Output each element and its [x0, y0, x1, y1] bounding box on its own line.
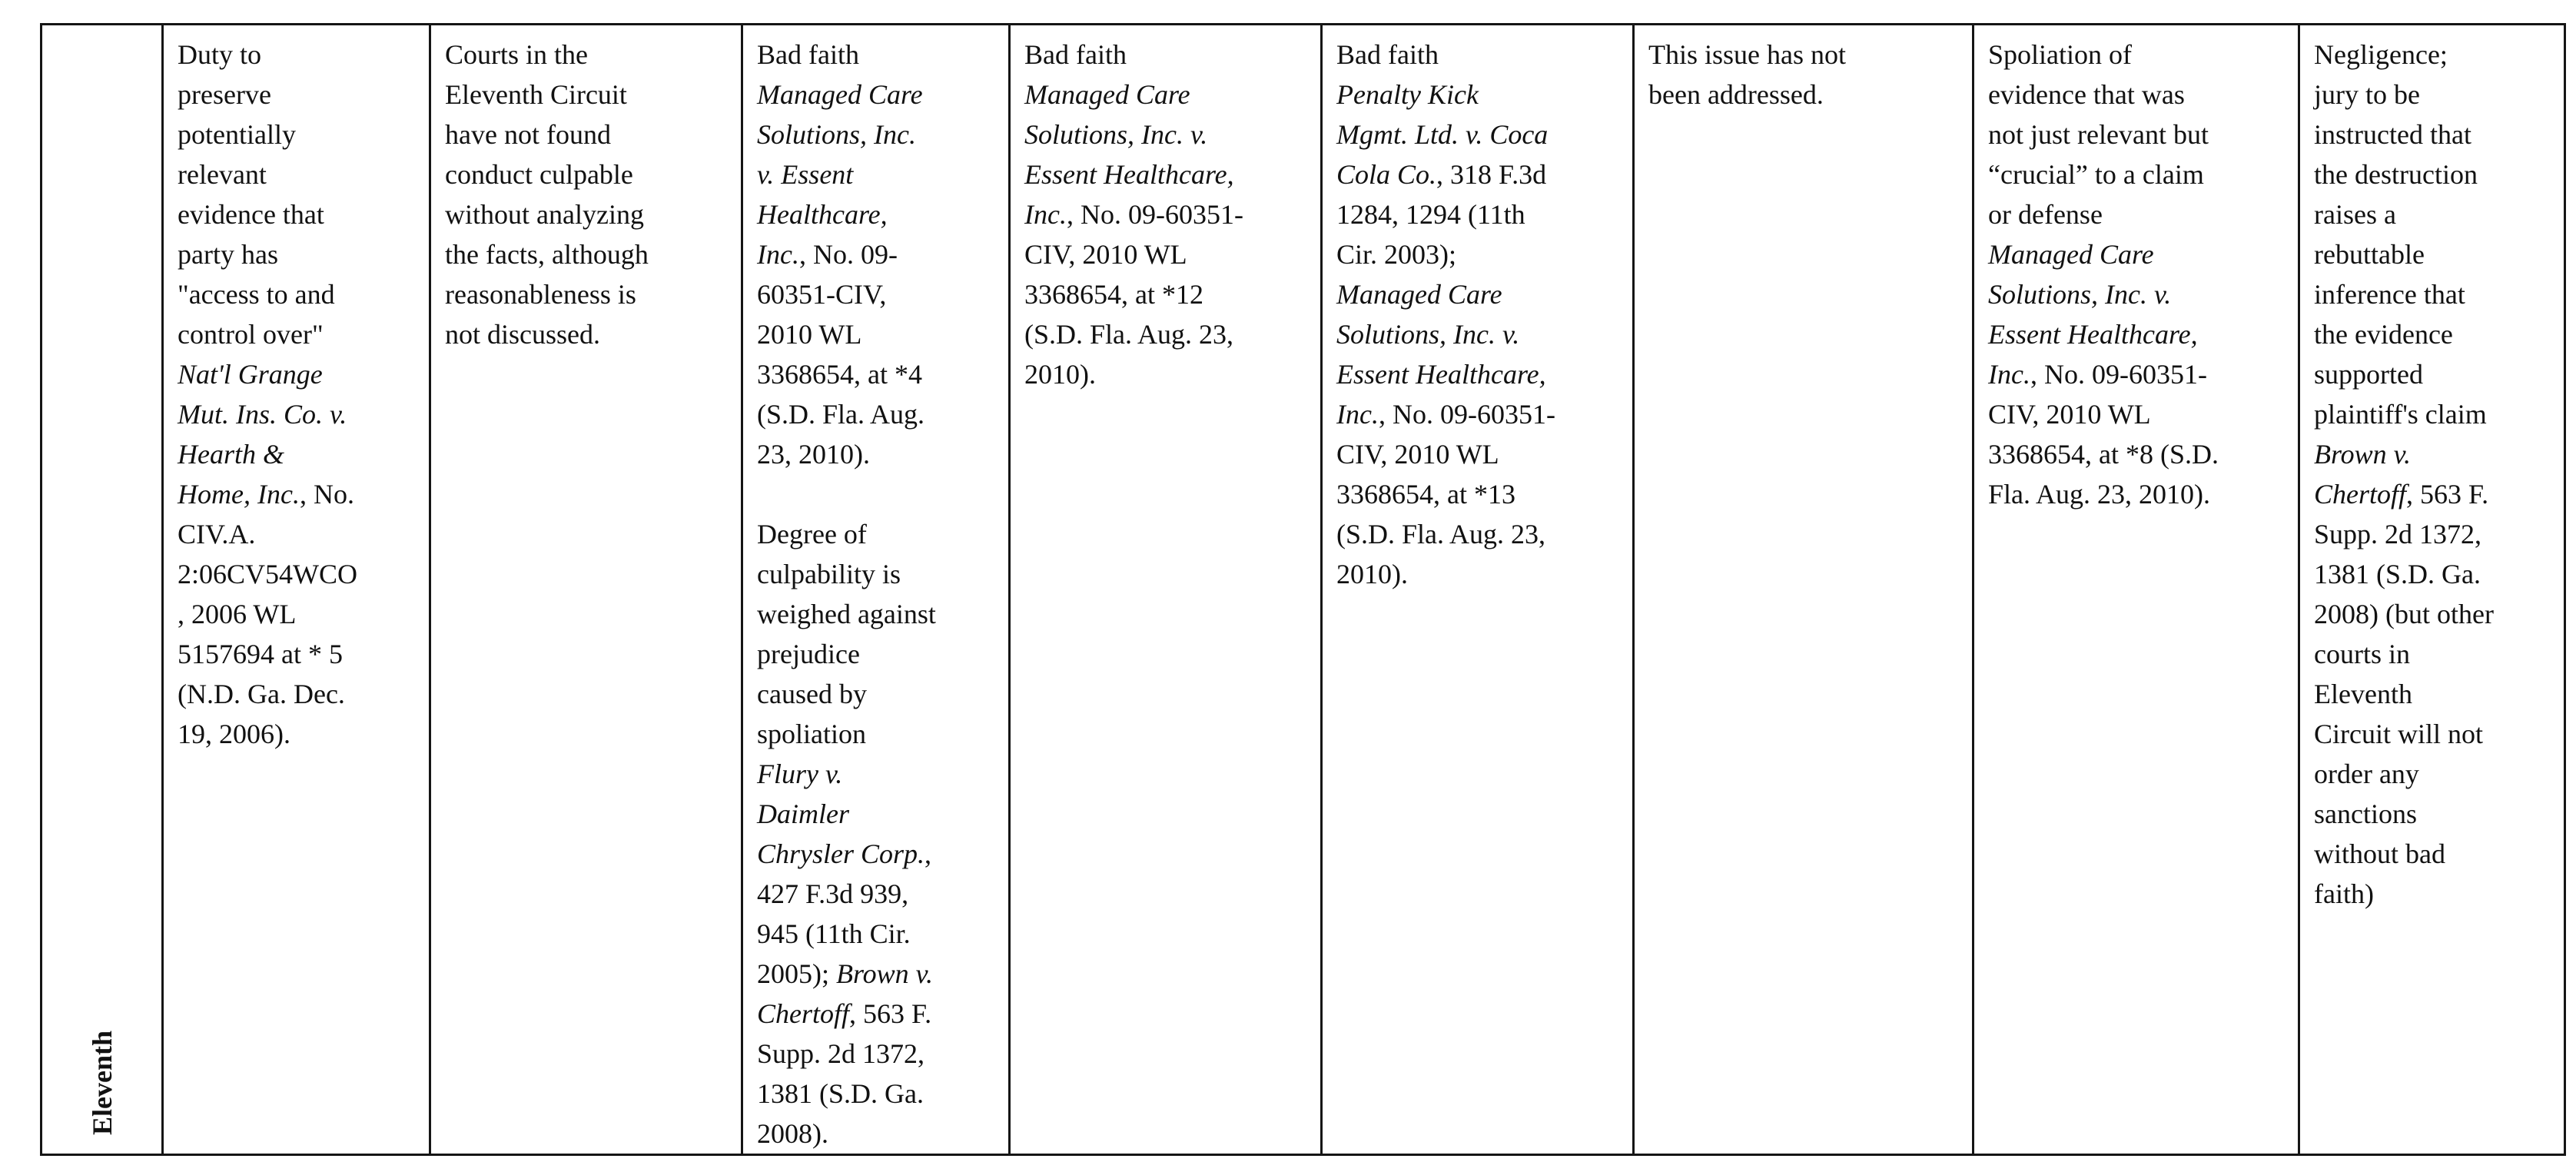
cell-text: culpability is: [757, 559, 901, 589]
citation-text: , No. 09-60351-: [1378, 399, 1555, 430]
sanction-cell: [2299, 25, 2565, 1155]
cell-text: Duty to: [178, 39, 262, 70]
citation-text: , No. 09-: [798, 239, 898, 270]
cell-text: party has: [178, 239, 278, 270]
cell-text: faith): [2314, 878, 2374, 909]
cell-text-line: [1024, 234, 1310, 274]
case-name-text: Healthcare,: [757, 199, 888, 230]
cell-text-line: [757, 1074, 998, 1114]
case-name-text: Inc.: [1024, 199, 1067, 230]
cell-text: or defense: [1988, 199, 2103, 230]
cell-text-line: [757, 674, 998, 714]
cell-text-line: [1336, 354, 1622, 394]
cell-text: 1381 (S.D. Ga.: [757, 1078, 924, 1109]
cell-text-line: [1024, 35, 1310, 75]
cell-text: the evidence: [2314, 319, 2453, 350]
case-name-text: Chertoff: [2314, 479, 2407, 510]
cell-text: evidence that was: [1988, 79, 2185, 110]
cell-text: (S.D. Fla. Aug.: [757, 399, 925, 430]
citation-text: , No. 09-60351-: [2030, 359, 2207, 390]
cell-text-line: [757, 354, 998, 394]
citation-text: , 563 F.: [849, 998, 932, 1029]
cell-text: conduct culpable: [445, 159, 633, 190]
cell-text-line: [2314, 674, 2553, 714]
cell-text: 3368654, at *12: [1024, 279, 1203, 310]
cell-text-line: [1988, 35, 2287, 75]
cell-text: the facts, although: [445, 239, 649, 270]
table-row: [41, 25, 2565, 1155]
case-name-text: Brown v.: [836, 958, 933, 989]
case-name-text: Chrysler Corp.: [757, 838, 925, 869]
cell-text-line: [1988, 154, 2287, 194]
cell-text: prejudice: [757, 639, 860, 669]
case-name-text: Nat'l Grange: [178, 359, 323, 390]
case-name-text: Essent Healthcare,: [1336, 359, 1546, 390]
cell-text-line: [757, 834, 998, 874]
cell-text: 2010 WL: [757, 319, 862, 350]
cell-text-line: [1988, 394, 2287, 434]
cell-text-line: [757, 514, 998, 554]
case-name-text: Home, Inc.: [178, 479, 300, 510]
cell-text-line: [445, 194, 730, 234]
cell-text-line: [2314, 154, 2553, 194]
cell-text: 3368654, at *13: [1336, 479, 1515, 510]
cell-text-line: [178, 354, 418, 394]
cell-text-line: [1024, 354, 1310, 394]
cell-text-line: [178, 514, 418, 554]
citation-text: , 318 F.3d: [1436, 159, 1547, 190]
relevance-cell: [1973, 25, 2299, 1155]
cell-text-line: [757, 274, 998, 314]
cell-text-line: [2314, 634, 2553, 674]
cell-text: 60351-CIV,: [757, 279, 887, 310]
cell-text-line: [757, 35, 998, 75]
cell-text-line: [757, 1034, 998, 1074]
cell-text-line: [2314, 434, 2553, 474]
cell-text: (S.D. Fla. Aug. 23,: [1336, 519, 1546, 549]
cell-text: Eleventh: [2314, 679, 2412, 709]
cell-text-line: [757, 234, 998, 274]
cell-text-line: [178, 314, 418, 354]
case-name-text: Inc.: [757, 239, 799, 270]
cell-text-line: [1336, 314, 1622, 354]
cell-text-line: [2314, 794, 2553, 834]
cell-text-line: [1024, 115, 1310, 154]
cell-text-line: [1336, 234, 1622, 274]
cell-text-line: [757, 314, 998, 354]
cell-text: Courts in the: [445, 39, 588, 70]
cell-text-line: [1024, 274, 1310, 314]
cell-text: This issue has not: [1648, 39, 1846, 70]
cell-text-line: [1336, 394, 1622, 434]
cell-text-line: [1988, 474, 2287, 514]
cell-text-line: [178, 274, 418, 314]
cell-text-line: [757, 434, 998, 474]
cell-text-line: [445, 115, 730, 154]
culpability-cell: [430, 25, 742, 1155]
cell-text-line: [2314, 474, 2553, 514]
cell-text-line: [1024, 75, 1310, 115]
cell-text-line: [2314, 115, 2553, 154]
case-name-text: Solutions, Inc. v.: [1988, 279, 2172, 310]
cell-text-line: [2314, 274, 2553, 314]
paragraph-gap: [757, 474, 998, 514]
cell-text: without analyzing: [445, 199, 644, 230]
cell-text-line: [178, 394, 418, 434]
circuit-label: Eleventh: [86, 1030, 118, 1135]
cell-text: (S.D. Fla. Aug. 23,: [1024, 319, 1234, 350]
case-name-text: Managed Care: [1336, 279, 1502, 310]
cell-text-line: [445, 314, 730, 354]
cell-text-line: [178, 594, 418, 634]
not-addressed-cell: [1634, 25, 1973, 1155]
cell-text-line: [178, 634, 418, 674]
cell-text-line: [2314, 714, 2553, 754]
cell-text: potentially: [178, 119, 296, 150]
cell-text-line: [757, 714, 998, 754]
citation-text: , No. 09-60351-: [1066, 199, 1243, 230]
cell-text-line: [2314, 834, 2553, 874]
cell-text: without bad: [2314, 838, 2445, 869]
cell-text: Negligence;: [2314, 39, 2448, 70]
cell-text: "access to and: [178, 279, 335, 310]
cell-text: 2010).: [1024, 359, 1096, 390]
cell-text: CIV, 2010 WL: [1988, 399, 2151, 430]
cell-text-line: [178, 674, 418, 714]
case-name-text: Essent Healthcare,: [1988, 319, 2198, 350]
cell-text: plaintiff's claim: [2314, 399, 2487, 430]
case-name-text: Daimler: [757, 798, 849, 829]
cell-text-line: [2314, 514, 2553, 554]
citation-text: , No.: [299, 479, 354, 510]
cell-text-line: [757, 394, 998, 434]
cell-text-line: [1336, 154, 1622, 194]
cell-text: control over": [178, 319, 324, 350]
cell-text-line: [757, 954, 998, 994]
cell-text: Circuit will not: [2314, 719, 2483, 749]
cell-text-line: [1336, 274, 1622, 314]
cell-text-line: [178, 554, 418, 594]
cell-text-line: [178, 714, 418, 754]
cell-text-line: [445, 274, 730, 314]
cell-text-line: [757, 874, 998, 914]
cell-text: 427 F.3d 939,: [757, 878, 909, 909]
cell-text: Fla. Aug. 23, 2010).: [1988, 479, 2211, 510]
cell-text: 3368654, at *8 (S.D.: [1988, 439, 2219, 470]
cell-text-line: [1336, 194, 1622, 234]
cell-text: 2008) (but other: [2314, 599, 2494, 629]
case-name-text: Managed Care: [1988, 239, 2154, 270]
cell-text-line: [1024, 154, 1310, 194]
cell-text-line: [2314, 354, 2553, 394]
cell-text-line: [2314, 554, 2553, 594]
cell-text-line: [1336, 75, 1622, 115]
cell-text-line: [178, 234, 418, 274]
cell-text: evidence that: [178, 199, 324, 230]
case-name-text: Essent Healthcare,: [1024, 159, 1234, 190]
cell-text-line: [445, 154, 730, 194]
cell-text: Degree of: [757, 519, 867, 549]
case-name-text: Cola Co.: [1336, 159, 1437, 190]
case-name-text: Hearth &: [178, 439, 284, 470]
case-name-text: Managed Care: [757, 79, 923, 110]
cell-text: been addressed.: [1648, 79, 1824, 110]
cell-text-line: [178, 194, 418, 234]
cell-text: 2008).: [757, 1118, 828, 1149]
cell-text: 945 (11th Cir.: [757, 918, 911, 949]
cell-text: sanctions: [2314, 798, 2417, 829]
cell-text: not just relevant but: [1988, 119, 2209, 150]
cell-text: spoliation: [757, 719, 866, 749]
circuit-cell: [41, 25, 163, 1155]
cell-text: 5157694 at * 5: [178, 639, 343, 669]
cell-text: 19, 2006).: [178, 719, 290, 749]
cell-text: have not found: [445, 119, 611, 150]
cell-text-line: [1988, 274, 2287, 314]
spoliation-table: [40, 23, 2566, 1156]
cell-text-line: [757, 594, 998, 634]
cell-text: caused by: [757, 679, 867, 709]
bad-faith-cell-2: [1010, 25, 1322, 1155]
cell-text-line: [1648, 75, 1961, 115]
cell-text: 2005);: [757, 958, 836, 989]
cell-text-line: [2314, 75, 2553, 115]
cell-text: 2:06CV54WCO: [178, 559, 357, 589]
cell-text: jury to be: [2314, 79, 2420, 110]
case-name-text: Inc.: [1988, 359, 2030, 390]
cell-text-line: [2314, 874, 2553, 914]
cell-text: 1381 (S.D. Ga.: [2314, 559, 2481, 589]
cell-text-line: [757, 115, 998, 154]
cell-text-line: [757, 914, 998, 954]
cell-text-line: [1648, 35, 1961, 75]
cell-text-line: [445, 234, 730, 274]
case-name-text: Solutions, Inc. v.: [1336, 319, 1520, 350]
cell-text-line: [178, 35, 418, 75]
cell-text-line: [757, 75, 998, 115]
cell-text: Bad faith: [1336, 39, 1439, 70]
cell-text: “crucial” to a claim: [1988, 159, 2204, 190]
cell-text-line: [178, 434, 418, 474]
cell-text-line: [2314, 234, 2553, 274]
cell-text-line: [757, 634, 998, 674]
cell-text: Spoliation of: [1988, 39, 2132, 70]
case-name-text: Flury v.: [757, 759, 843, 789]
cell-text: CIV.A.: [178, 519, 256, 549]
case-name-text: Mut. Ins. Co. v.: [178, 399, 347, 430]
cell-text-line: [1024, 194, 1310, 234]
bad-faith-cell-3: [1322, 25, 1634, 1155]
cell-text-line: [757, 194, 998, 234]
cell-text-line: [757, 554, 998, 594]
case-name-text: Mgmt. Ltd. v. Coca: [1336, 119, 1549, 150]
cell-text: Bad faith: [757, 39, 859, 70]
cell-text: rebuttable: [2314, 239, 2425, 270]
cell-text: relevant: [178, 159, 267, 190]
cell-text: supported: [2314, 359, 2423, 390]
case-name-text: v. Essent: [757, 159, 854, 190]
cell-text-line: [1988, 75, 2287, 115]
case-name-text: Inc.: [1336, 399, 1379, 430]
citation-text: ,: [925, 838, 932, 869]
cell-text-line: [757, 154, 998, 194]
cell-text-line: [1336, 514, 1622, 554]
cell-text: inference that: [2314, 279, 2465, 310]
cell-text: the destruction: [2314, 159, 2478, 190]
cell-text: raises a: [2314, 199, 2396, 230]
cell-text: Supp. 2d 1372,: [757, 1038, 925, 1069]
cell-text-line: [757, 754, 998, 794]
cell-text: reasonableness is: [445, 279, 636, 310]
cell-text: 3368654, at *4: [757, 359, 922, 390]
cell-text: CIV, 2010 WL: [1024, 239, 1187, 270]
cell-text-line: [1988, 115, 2287, 154]
case-name-text: Solutions, Inc.: [757, 119, 916, 150]
cell-text-line: [1336, 474, 1622, 514]
cell-text-line: [1988, 354, 2287, 394]
cell-text-line: [757, 994, 998, 1034]
cell-text-line: [1336, 115, 1622, 154]
cell-text: (N.D. Ga. Dec.: [178, 679, 345, 709]
cell-text-line: [1336, 434, 1622, 474]
duty-to-preserve-cell: [163, 25, 430, 1155]
cell-text-line: [757, 794, 998, 834]
cell-text-line: [1988, 434, 2287, 474]
cell-text-line: [1336, 35, 1622, 75]
cell-text: preserve: [178, 79, 271, 110]
cell-text-line: [178, 154, 418, 194]
cell-text: instructed that: [2314, 119, 2471, 150]
case-name-text: Chertoff: [757, 998, 850, 1029]
cell-text: Bad faith: [1024, 39, 1127, 70]
case-name-text: Solutions, Inc. v.: [1024, 119, 1208, 150]
cell-text: Supp. 2d 1372,: [2314, 519, 2482, 549]
cell-text-line: [2314, 394, 2553, 434]
cell-text-line: [2314, 194, 2553, 234]
cell-text-line: [178, 75, 418, 115]
cell-text-line: [445, 35, 730, 75]
cell-text-line: [1988, 234, 2287, 274]
cell-text-line: [757, 1114, 998, 1154]
cell-text-line: [2314, 594, 2553, 634]
cell-text-line: [2314, 754, 2553, 794]
cell-text: 2010).: [1336, 559, 1408, 589]
case-name-text: Brown v.: [2314, 439, 2411, 470]
cell-text: weighed against: [757, 599, 936, 629]
cell-text-line: [178, 474, 418, 514]
cell-text-line: [178, 115, 418, 154]
citation-text: , 563 F.: [2406, 479, 2489, 510]
case-name-text: Managed Care: [1024, 79, 1190, 110]
cell-text-line: [1988, 194, 2287, 234]
cell-text: order any: [2314, 759, 2419, 789]
cell-text-line: [1336, 554, 1622, 594]
cell-text: Cir. 2003);: [1336, 239, 1457, 270]
cell-text-line: [2314, 314, 2553, 354]
cell-text: courts in: [2314, 639, 2410, 669]
cell-text-line: [1024, 314, 1310, 354]
cell-text: not discussed.: [445, 319, 600, 350]
cell-text: , 2006 WL: [178, 599, 297, 629]
cell-text-line: [445, 75, 730, 115]
cell-text: Eleventh Circuit: [445, 79, 627, 110]
bad-faith-cell-1: [742, 25, 1010, 1155]
cell-text-line: [1988, 314, 2287, 354]
cell-text: CIV, 2010 WL: [1336, 439, 1499, 470]
cell-text: 1284, 1294 (11th: [1336, 199, 1525, 230]
cell-text-line: [2314, 35, 2553, 75]
case-name-text: Penalty Kick: [1336, 79, 1479, 110]
cell-text: 23, 2010).: [757, 439, 870, 470]
